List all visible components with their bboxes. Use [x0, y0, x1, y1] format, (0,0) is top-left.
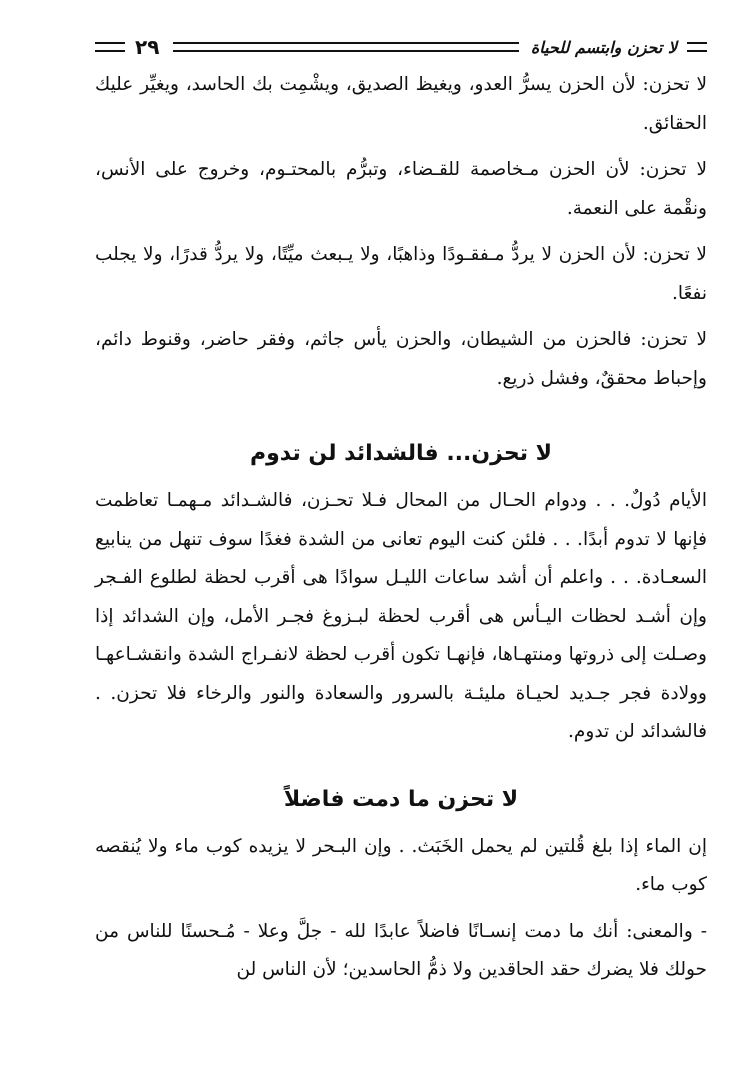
section-paragraph: - والمعنى: أنك ما دمت إنسـانًا فاضلاً عابدًا لله - جلَّ وعلا - مُـحسنًا للناس من حولك فلا يضرك حقد الحاقدين ولا ذمُّ الحاسدين؛ لأن الناس لن — [95, 920, 707, 980]
header-title: لا تحزن وابتسم للحياة — [530, 37, 677, 57]
header-ornament-left — [95, 42, 125, 52]
book-page — [95, 28, 707, 1078]
section-paragraph: الأيام دُولٌ. . . ودوام الحـال من المحال فـلا تحـزن، فالشـدائد مـهمـا تعاظمت فإنها لا تدوم أبدًا. . . فلئن كنت اليوم تعانى من الشدة فغدًا سوف تنهل من ينابيع السعـادة. . . واعلم أن أشد ساعات الليـل سوادًا هى أقرب لحظة لطلوع الفـجر وإن أشـد لحظات اليـأس هى أقرب لحظة لبـزوغ فجـر الأمل، وإن الشدائد إذا وصـلت إلى ذروتها ومنتهـاها، فإنهـا تكون أقرب لحظة لانفـراج الشدة وانقشـاعهـا وولادة فجر جـديد لحيـاة مليئـة بالسرور والسعادة والنور والرخاء فلا تحزن. . فالشدائد لن تدوم. — [95, 490, 707, 742]
intro-paragraph: لا تحزن: فالحزن من الشيطان، والحزن يأس جاثم، وفقر حاضر، وقنوط دائم، وإحباط محققٌ، وفشل ذريع. — [95, 329, 707, 389]
intro-paragraph: لا تحزن: لأن الحزن مـخاصمة للقـضاء، وتبرُّم بالمحتـوم، وخروج على الأنس، ونقْمة على النعمة. — [95, 159, 707, 219]
section-heading: لا تحزن ما دمت فاضلاً — [283, 786, 519, 812]
page-number: ٢٩ — [135, 35, 160, 59]
intro-paragraph: لا تحزن: لأن الحزن يسرُّ العدو، ويغيظ الصديق، ويشْمِت بك الحاسد، ويغيِّر عليك الحقائق. — [95, 74, 707, 134]
running-header — [95, 28, 707, 66]
intro-paragraph: لا تحزن: لأن الحزن لا يردُّ مـفقـودًا وذاهبًا، ولا يـبعث ميِّتًا، ولا يردُّ قدرًا، ولا يجلب نفعًا. — [95, 244, 707, 304]
header-rule — [173, 42, 518, 52]
section-heading: لا تحزن... فالشدائد لن تدوم — [249, 441, 553, 466]
header-ornament-right — [687, 42, 707, 52]
section-paragraph: إن الماء إذا بلغ قُلتين لم يحمل الخَبَث. . وإن البـحر لا يزيده كوب ماء ولا يُنقصه كوب ماء. — [95, 835, 707, 895]
